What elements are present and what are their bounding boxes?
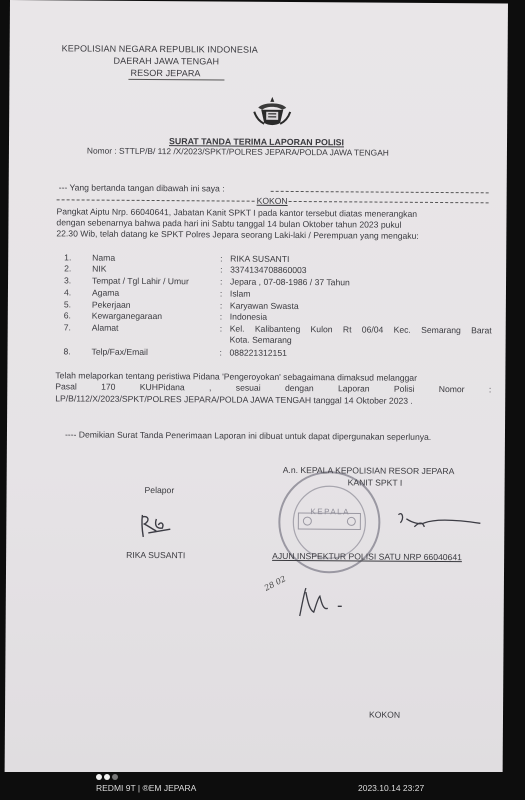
header-line-1: KEPOLISIAN NEGARA REPUBLIK INDONESIA [61, 43, 258, 55]
reporter-signature-icon [136, 511, 176, 541]
field-label: NIK [92, 263, 107, 274]
officer-position: KANIT SPKT I [347, 477, 403, 488]
field-number: 4. [63, 287, 72, 298]
field-label: Agama [91, 287, 120, 298]
field-label: Alamat [91, 322, 119, 333]
field-number: 8. [63, 346, 71, 357]
field-value: Jepara , 07-08-1986 / 37 Tahun [230, 276, 350, 288]
field-value: Karyawan Swasta [229, 300, 299, 312]
paraf-initials-icon [294, 582, 354, 622]
header-underline [128, 79, 224, 81]
field-number: 3. [64, 275, 72, 286]
field-label: Kewarganegaraan [91, 310, 163, 322]
field-number: 5. [63, 299, 72, 310]
document-page [5, 0, 508, 775]
officer-rank-nrp: AJUN INSPEKTUR POLISI SATU NRP 66040641 [272, 550, 462, 563]
field-value: Kel. Kalibanteng Kulon Rt 06/04 Kec. Semarang Barat [229, 323, 492, 336]
reporter-role: Pelapor [144, 484, 175, 496]
field-number: 1. [64, 252, 72, 263]
reporter-name: RIKA SUSANTI [126, 549, 186, 561]
intro-paragraph-line-2: dengan sebenarnya bahwa pada hari ini Sabtu tanggal 14 bulan Oktober tahun 2023 pukul [56, 217, 402, 230]
dot-icon [96, 774, 102, 780]
field-colon: : [219, 323, 223, 334]
stamp-label: KEPALA [310, 507, 351, 517]
field-label: Nama [92, 252, 116, 263]
field-colon: : [219, 347, 222, 358]
field-number: 6. [63, 310, 72, 321]
name-dotted-line-left [57, 199, 255, 201]
field-value-continuation: Kota. Semarang [229, 334, 292, 345]
document-title: SURAT TANDA TERIMA LAPORAN POLISI [168, 136, 345, 148]
watermark-dots [96, 772, 120, 782]
report-line-1: Telah melaporkan tentang peristiwa Pidana 'Pengeroyokan' sebagaimana dimaksud melanggar [55, 370, 418, 383]
camera-watermark-bar [0, 772, 525, 800]
header-line-3: RESOR JEPARA [130, 67, 201, 79]
dot-icon [104, 774, 110, 780]
field-label: Pekerjaan [91, 299, 131, 310]
intro-paragraph-line-3: 22.30 Wib, telah datang ke SPKT Polres Jepara seorang Laki-laki / Perempuan yang mengaku: [56, 228, 419, 241]
field-value: Indonesia [229, 311, 268, 322]
field-number: 2. [64, 263, 72, 274]
field-value: Islam [229, 288, 251, 299]
report-line-2: Pasal 170 KUHPidana , sesuai dengan Laporan Polisi Nomor : [55, 381, 492, 395]
handwritten-date-note: 28 02 [262, 574, 288, 593]
header-line-2: DAERAH JAWA TENGAH [113, 55, 220, 67]
field-colon: : [220, 276, 223, 287]
camera-device-label: REDMI 9T | ®EM JEPARA [96, 783, 197, 793]
officer-name-inline: KOKON [256, 195, 288, 206]
officer-signature-icon [394, 505, 484, 536]
name-dotted-line-right [289, 201, 489, 203]
field-number: 7. [63, 322, 71, 333]
field-value: RIKA SUSANTI [230, 253, 290, 264]
field-colon: : [220, 264, 223, 275]
police-emblem-icon [252, 96, 292, 128]
field-colon: : [219, 300, 223, 311]
field-label: Telp/Fax/Email [91, 346, 148, 357]
officer-on-behalf-line: A.n. KEPALA KEPOLISIAN RESOR JEPARA [282, 464, 455, 477]
field-colon: : [219, 311, 223, 322]
camera-timestamp: 2023.10.14 23:27 [358, 783, 425, 793]
closing-statement: ---- Demikian Surat Tanda Penerimaan Laporan ini dibuat untuk dapat dipergunakan seperlunya. [64, 429, 432, 442]
field-colon: : [220, 253, 223, 264]
intro-lead: --- Yang bertanda tangan dibawah ini saya : [58, 182, 225, 194]
report-line-3: LP/B/112/X/2023/SPKT/POLRES JEPARA/POLDA JAWA TENGAH tanggal 14 Oktober 2023 . [55, 393, 413, 406]
field-colon: : [219, 288, 223, 299]
document-number: Nomor : STTLP/B/ 112 /X/2023/SPKT/POLRES JEPARA/POLDA JAWA TENGAH [86, 145, 389, 158]
field-label: Tempat / Tgl Lahir / Umur [92, 275, 189, 287]
officer-name: KOKON [368, 709, 401, 720]
intro-paragraph-line-1: Pangkat Aiptu Nrp. 66040641, Jabatan Kanit SPKT I pada kantor tersebut diatas menerangkan [56, 206, 418, 219]
intro-dotted-line [271, 191, 489, 194]
field-value: 088221312151 [229, 347, 287, 358]
field-value: 3374134708860003 [230, 264, 307, 276]
dot-icon [112, 774, 118, 780]
